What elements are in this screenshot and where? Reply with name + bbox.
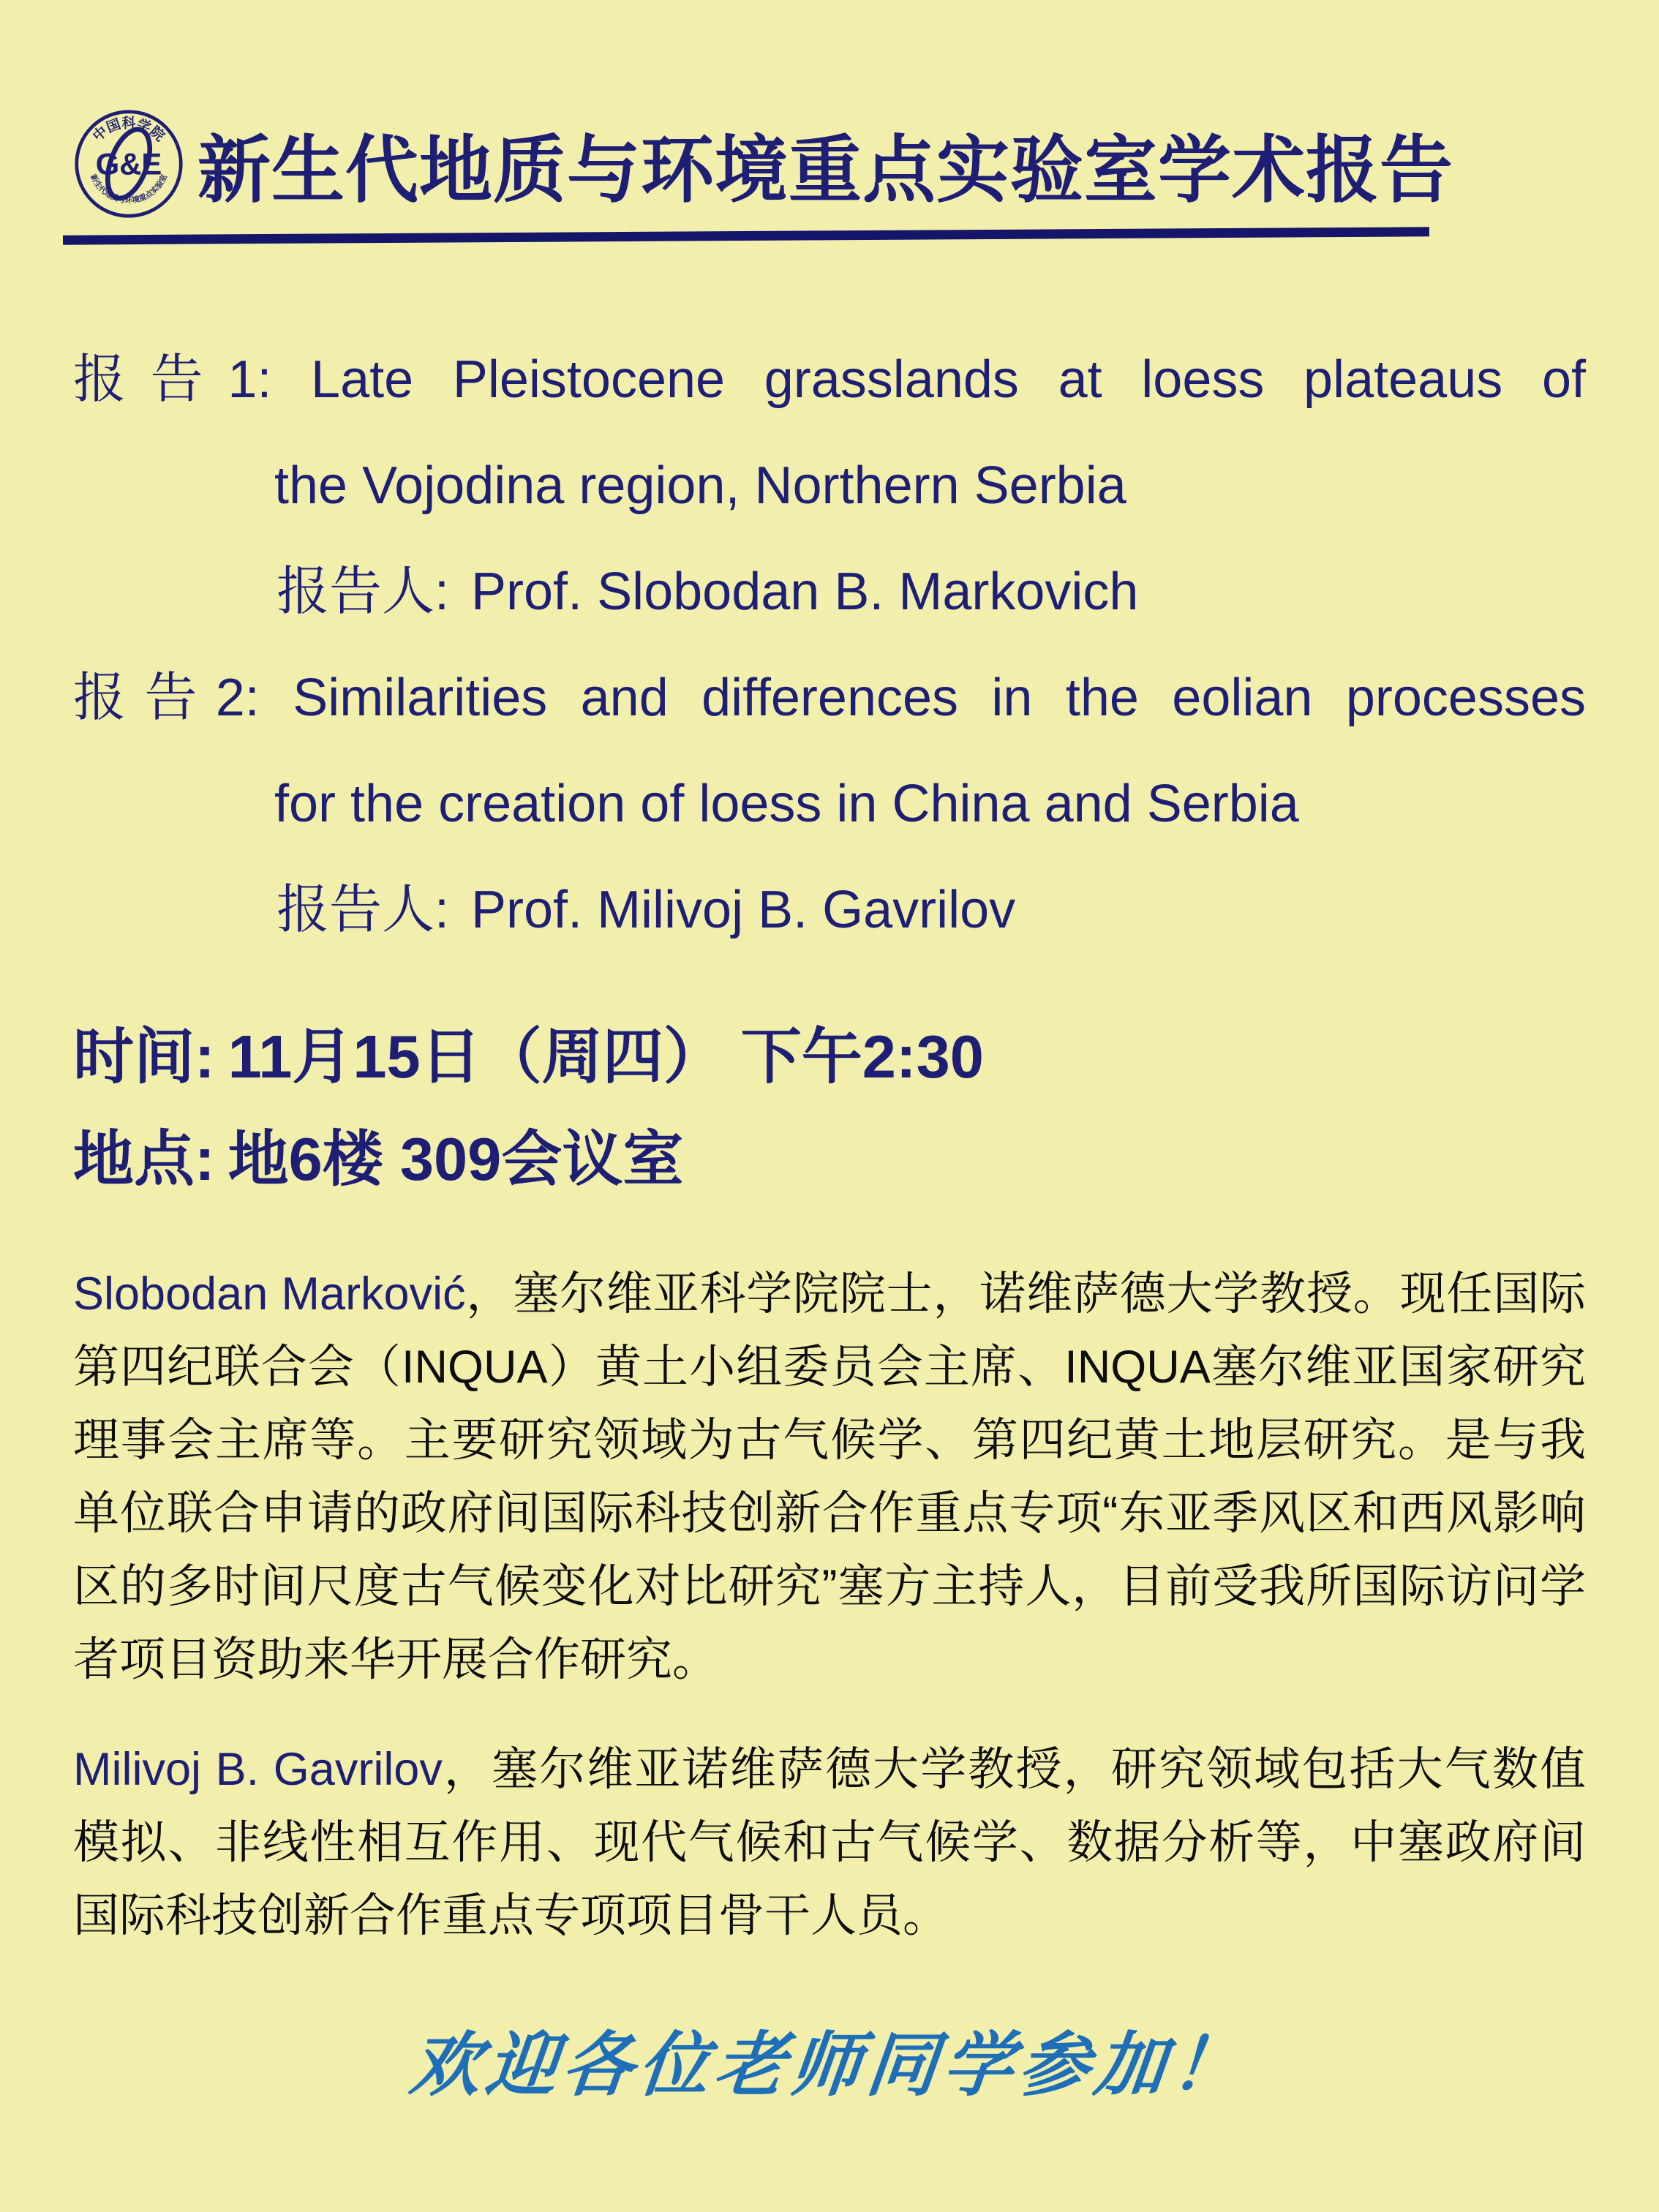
lab-seal-logo-icon [73,108,184,219]
bio1-name: Slobodan Marković [73,1268,466,1320]
talk1-speaker-label: 报告人: [276,563,450,621]
talk2-label: 报告2: [73,669,260,727]
time-value: 11月15日（周四） 下午2:30 [227,1023,984,1091]
page-title: 新生代地质与环境重点实验室学术报告 [198,129,1453,211]
bio-markovic [73,1257,1586,1696]
talk2-title-line2: for the creation of loess in China and Serbia [274,775,1299,833]
bio-gavrilov [73,1733,1586,1952]
talks-section [73,327,1586,963]
talk1-label: 报告1: [73,350,272,409]
time-label: 时间: [73,1023,215,1091]
talk2-speaker-name: Prof. Milivoj B. Gavrilov [471,881,1016,939]
title-underline [63,227,1429,244]
place-label: 地点: [73,1125,215,1193]
talk1-speaker-line [73,539,1586,645]
talk2-title-line1 [73,645,1586,751]
talk2-title-text: Similarities and differences in the eolian processes [293,669,1586,727]
talk1-title-line2: the Vojodina region, Northern Serbia [274,456,1126,515]
seal-center-text: G&E [95,146,162,181]
seal-ring-bottom-text: 新生代地质与环境重点实验室 [89,173,169,206]
bio2-text: ，塞尔维亚诺维萨德大学教授，研究领域包括大气数值模拟、非线性相互作用、现代气候和古气候学、数据分析等，中塞政府间国际科技创新合作重点专项项目骨干人员。 [73,1744,1587,1941]
talk1-title-line1 [73,327,1586,433]
bios-section [73,1257,1586,1952]
talk2-speaker-line [73,857,1586,963]
bio1-text: ，塞尔维亚科学院院士，诺维萨德大学教授。现任国际第四纪联合会（INQUA）黄土小组委员会主席、INQUA塞尔维亚国家研究理事会主席等。主要研究领域为古气候学、第四纪黄土地层研究。是与我单位联合申请的政府间国际科技创新合作重点专项“东亚季风区和西风影响区的多时间尺度古气候变化对比研究”塞方主持人，目前受我所国际访问学者项目资助来华开展合作研究。 [73,1268,1587,1685]
talk1-title-text: Late Pleistocene grasslands at loess plateaus of [311,350,1586,409]
seal-ring-top-text: 中国科学院 [90,116,168,145]
place-value: 地6楼 309会议室 [227,1125,684,1193]
time-line [73,1006,1586,1108]
talk2-speaker-label: 报告人: [276,881,450,939]
schedule-section [73,1006,1586,1211]
welcome-message: 欢迎各位老师同学参加！ [406,2026,1252,2104]
place-line [73,1108,1586,1211]
header [73,108,1586,219]
talk1-speaker-name: Prof. Slobodan B. Markovich [471,563,1139,621]
bio2-name: Milivoj B. Gavrilov [73,1744,443,1795]
